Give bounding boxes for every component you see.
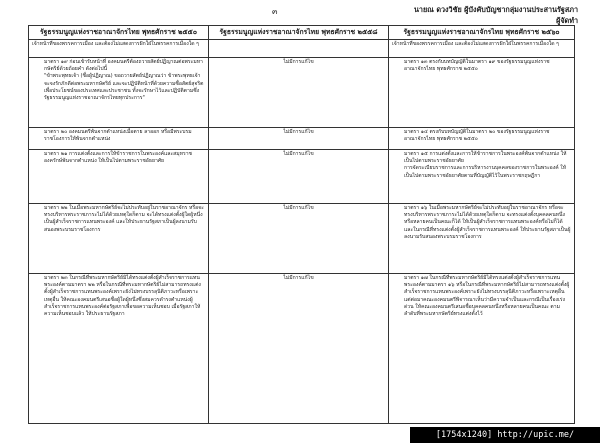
table-cell: มาตรา ๑๕ การแต่งตั้งและการให้ข้าราชการในพระองค์พ้นจากตำแหน่ง ให้เป็นไปตามพระราชอัธยาศัย การจัดระเบียบราชการและการบริหารงานบุคคลของราชการในพระองค์ ให้เป็นไปตามพระราชอัธยาศัยตามที่บัญญัติไว้ในพระราชกฤษฎีกา bbox=[389, 150, 575, 204]
table-cell: ไม่มีการแก้ไข bbox=[209, 58, 389, 128]
table-cell: ไม่มีการแก้ไข bbox=[209, 150, 389, 204]
table-header-row bbox=[29, 26, 575, 40]
table-cell: มาตรา ๒๒ ในเมื่อพระมหากษัตริย์จะไม่ประทับอยู่ในราชอาณาจักร หรือจะทรงบริหารพระราชภาระไม่ได้ด้วยเหตุใดก็ตาม จะได้ทรงแต่งตั้งผู้ใดผู้หนึ่งเป็นผู้สำเร็จราชการแทนพระองค์ และให้ประธานรัฐสภาเป็นผู้ลงนามรับสนองพระบรมราชโองการ bbox=[29, 204, 209, 274]
page-number: ๓ bbox=[272, 7, 278, 16]
table-row bbox=[29, 40, 575, 58]
table-row bbox=[29, 58, 575, 128]
table-cell: ไม่มีการแก้ไข bbox=[209, 274, 389, 424]
table-cell: มาตรา ๑๙ ก่อนเข้ารับหน้าที่ องคมนตรีต้องถวายสัตย์ปฏิญาณต่อพระมหากษัตริย์ด้วยถ้อยคำ ดังต่อไปนี้ "ข้าพระพุทธเจ้า (ชื่อผู้ปฏิญาณ) ขอถวายสัตย์ปฏิญาณว่า ข้าพระพุทธเจ้าจะจงรักภักดีต่อพระมหากษัตริย์ และจะปฏิบัติหน้าที่ด้วยความซื่อสัตย์สุจริต เพื่อประโยชน์ของประเทศและประชาชน ทั้งจะรักษาไว้และปฏิบัติตามซึ่งรัฐธรรมนูญแห่งราชอาณาจักรไทยทุกประการ" bbox=[29, 58, 209, 128]
column-header-2550: รัฐธรรมนูญแห่งราชอาณาจักรไทย พุทธศักราช ๒๕๕๐ bbox=[29, 26, 209, 40]
table-cell bbox=[209, 40, 389, 58]
table-cell: มาตรา ๑๓ ตรงกับบทบัญญัติในมาตรา ๑๙ ของรัฐธรรมนูญแห่งราชอาณาจักรไทย พุทธศักราช ๒๕๕๐ bbox=[389, 58, 575, 128]
author-block bbox=[414, 4, 578, 26]
table-cell: มาตรา ๑๔ ตรงกับบทบัญญัติในมาตรา ๒๐ ของรัฐธรรมนูญแห่งราชอาณาจักรไทย พุทธศักราช ๒๕๕๐ bbox=[389, 128, 575, 150]
table-row bbox=[29, 150, 575, 204]
column-header-2558: รัฐธรรมนูญแห่งราชอาณาจักรไทย พุทธศักราช ๒๕๕๘ bbox=[209, 26, 389, 40]
table-cell: ไม่มีการแก้ไข bbox=[209, 128, 389, 150]
table-cell: ไม่มีการแก้ไข bbox=[209, 204, 389, 274]
table-cell: มาตรา ๑๖ ในเมื่อพระมหากษัตริย์จะไม่ประทับอยู่ในราชอาณาจักร หรือจะทรงบริหารพระราชภาระไม่ได้ด้วยเหตุใดก็ตาม จะทรงแต่งตั้งบุคคลคนหนึ่งหรือหลายคนเป็นคณะก็ได้ ให้เป็นผู้สำเร็จราชการแทนพระองค์หรือไม่ก็ได้ และในกรณีที่ทรงแต่งตั้งผู้สำเร็จราชการแทนพระองค์ ให้ประธานรัฐสภาเป็นผู้ลงนามรับสนองพระบรมราชโองการ bbox=[389, 204, 575, 274]
constitution-comparison-table bbox=[28, 25, 575, 424]
image-host-watermark: [1754x1240] http://upic.me/ bbox=[410, 427, 600, 443]
table-cell: เจ้าหน้าที่ของพรรคการเมือง และต้องไม่แสดงการฝักใฝ่ในพรรคการเมืองใด ๆ bbox=[389, 40, 575, 58]
table-cell: มาตรา ๒๓ ในกรณีที่พระมหากษัตริย์มิได้ทรงแต่งตั้งผู้สำเร็จราชการแทนพระองค์ตามมาตรา ๒๒ หรือในกรณีที่พระมหากษัตริย์ไม่สามารถทรงแต่งตั้งผู้สำเร็จราชการแทนพระองค์เพราะยังไม่ทรงบรรลุนิติภาวะหรือเพราะเหตุอื่น ให้คณะองคมนตรีเสนอชื่อผู้ใดผู้หนึ่งซึ่งสมควรดำรงตำแหน่งผู้สำเร็จราชการแทนพระองค์ต่อรัฐสภาเพื่อขอความเห็นชอบ เมื่อรัฐสภาให้ความเห็นชอบแล้ว ให้ประธานรัฐสภา bbox=[29, 274, 209, 424]
table-cell: มาตรา ๒๐ องคมนตรีพ้นจากตำแหน่งเมื่อตาย ลาออก หรือมีพระบรมราชโองการให้พ้นจากตำแหน่ง bbox=[29, 128, 209, 150]
table-row bbox=[29, 204, 575, 274]
table-row bbox=[29, 128, 575, 150]
table-cell: มาตรา ๑๗ ในกรณีที่พระมหากษัตริย์มิได้ทรงแต่งตั้งผู้สำเร็จราชการแทนพระองค์ตามมาตรา ๑๖ หรือในกรณีที่พระมหากษัตริย์ไม่สามารถทรงแต่งตั้งผู้สำเร็จราชการแทนพระองค์เพราะยังไม่ทรงบรรลุนิติภาวะหรือเพราะเหตุอื่น แต่ต่อมาคณะองคมนตรีพิจารณาเห็นว่ามีความจำเป็นและกรณีเป็นเรื่องเร่งด่วน ให้คณะองคมนตรีเสนอชื่อบุคคลคนหนึ่งหรือหลายคนเป็นคณะ ตามลำดับที่พระมหากษัตริย์ทรงแต่งตั้งไว้ bbox=[389, 274, 575, 424]
table-row bbox=[29, 274, 575, 424]
author-name: นายณ ดวงวิชัย ผู้บังคับบัญชากลุ่มงานประสานรัฐสภา bbox=[414, 5, 578, 14]
table-cell: เจ้าหน้าที่ของพรรคการเมือง และต้องไม่แสดงการฝักใฝ่ในพรรคการเมืองใด ๆ bbox=[29, 40, 209, 58]
column-header-2560: รัฐธรรมนูญแห่งราชอาณาจักรไทย พุทธศักราช ๒๕๖๐ bbox=[389, 26, 575, 40]
author-role: ผู้จัดทำ bbox=[556, 16, 578, 25]
table-cell: มาตรา ๒๑ การแต่งตั้งและการให้ข้าราชการในพระองค์และสมุหราชองครักษ์พ้นจากตำแหน่ง ให้เป็นไปตามพระราชอัธยาศัย bbox=[29, 150, 209, 204]
